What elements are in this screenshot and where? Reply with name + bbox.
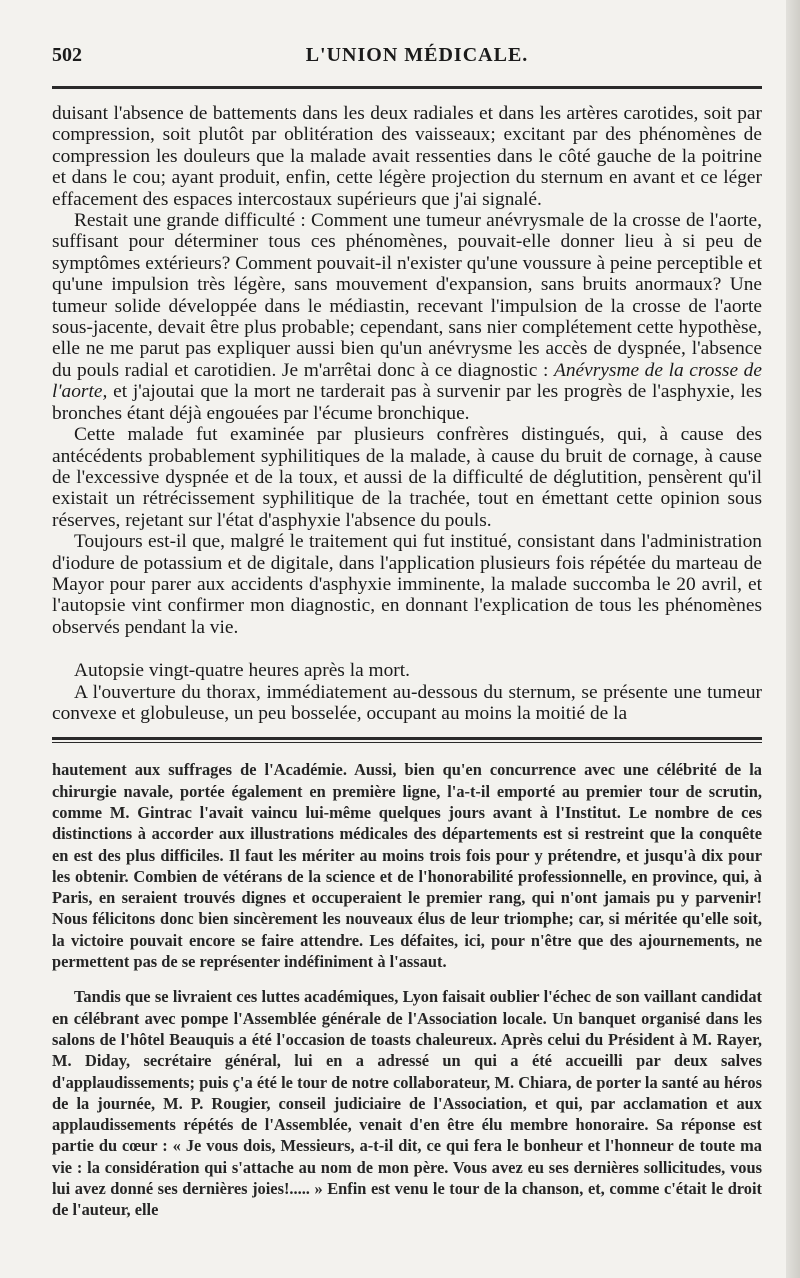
paragraph-4: Toujours est-il que, malgré le traitement qui fut institué, consistant dans l'administration d'iodure de potassium et de digitale, dans l'application plusieurs fois répétée du marteau de Mayor pour parer aux accidents d'asphyxie imminente, la malade succomba le 20 avril, et l'autopsie vint confirmer mon diagnostic, en donnant l'explication de tous les phénomènes observés pendant la vie. bbox=[52, 531, 762, 638]
paragraph-2 bbox=[52, 210, 762, 424]
running-title: L'UNION MÉDICALE. bbox=[305, 44, 529, 66]
feuilleton-text bbox=[52, 759, 762, 1220]
diagnosis-italic: Anévrysme de la crosse de l'aorte, bbox=[52, 359, 762, 403]
paragraph-2-part-2: et j'ajoutai que la mort ne tarderait pas à survenir par les progrès de l'asphyxie, les bronches étant déjà engouées par l'écume bronchique. bbox=[52, 381, 762, 424]
feuilleton-separator bbox=[52, 737, 762, 743]
running-header bbox=[52, 44, 762, 84]
page-edge bbox=[786, 0, 800, 1278]
paragraph-3: Cette malade fut examinée par plusieurs confrères distingués, qui, à cause des antécédents probablement syphilitiques de la malade, à cause du bruit de cornage, à cause de l'excessive dyspnée et de la toux, et aussi de la difficulté de déglutition, pensèrent qu'il existait un rétrécissement syphilitique de la trachée, tout en émettant cette opinion sous réserves, rejetant sur l'état d'asphyxie l'absence du pouls. bbox=[52, 424, 762, 531]
main-text bbox=[52, 103, 762, 724]
paragraph-1: duisant l'absence de battements dans les deux radiales et dans les artères carotides, soit par compression, soit plutôt par oblitération des vaisseaux; excitant par des phénomènes de compression les douleurs que la malade avait ressenties dans le côté gauche de la poitrine et dans le cou; ayant produit, enfin, cette légère projection du sternum en avant et ce léger effacement des espaces intercostaux supérieurs que j'ai signalé. bbox=[52, 103, 762, 210]
header-rule bbox=[52, 86, 762, 89]
autopsy-heading: Autopsie vingt-quatre heures après la mort. bbox=[74, 660, 411, 682]
feuilleton-paragraph-2: Tandis que se livraient ces luttes académiques, Lyon faisait oublier l'échec de son vaillant candidat en célébrant avec pompe l'Assemblée générale de l'Association locale. Un banquet organisé dans les salons de l'hôtel Beauquis a été l'occasion de toasts chaleureux. Après celui du Président à M. Rayer, M. Diday, secrétaire général, lui en a adressé un qui a été accueilli par deux salves d'applaudissements; puis ç'a été le tour de notre collaborateur, M. Chiara, de porter la santé au héros de la journée, M. P. Rougier, conseil judiciaire de l'Association, et qui, par acclamation et aux applaudissements répétés de l'Assemblée, venait d'en être élu membre honoraire. Sa réponse est partie du cœur : « Je vous dois, Messieurs, a-t-il dit, ce qui fera le bonheur et l'honneur de toute ma vie : la considération qui s'attache au nom de mon père. Vous avez eu ses dernières sollicitudes, vous lui avez donné ses dernières joies!..... » Enfin est venu le tour de la chanson, et, comme c'était le droit de l'auteur, elle bbox=[52, 987, 762, 1220]
feuilleton-paragraph-1: hautement aux suffrages de l'Académie. Aussi, bien qu'en concurrence avec une célébrité de la chirurgie navale, portée également en première ligne, l'a-t-il emporté au premier tour de scrutin, comme M. Gintrac l'avait vaincu lui-même quelques jours avant à l'Institut. Le nombre de ces distinctions à accorder aux illustrations médicales des départements est si restreint que la conquête en est des plus difficiles. Il faut les mériter au moins trois fois pour y prétendre, et jusqu'à dix pour les obtenir. Combien de vétérans de la science et de l'honorabilité professionnelle, en province, qui, à Paris, en seraient trouvés dignes et occuperaient le premier rang, qui n'ont jamais pu y parvenir! Nous félicitons donc bien sincèrement les nouveaux élus de leur triomphe; car, si méritée qu'elle soit, la victoire pouvait encore se faire attendre. Les défaites, ici, pour n'être que des ajournements, ne permettent pas de se représenter indéfiniment à l'assaut. bbox=[52, 760, 762, 972]
paragraph-2-part-1: Restait une grande difficulté : Comment une tumeur anévrysmale de la crosse de l'aorte, suffisant pour déterminer tous ces phénomènes, pouvait-elle donner lieu à si peu de symptômes extérieurs? Comment pouvait-il n'exister qu'une voussure à peine perceptible et qu'une impulsion très légère, sans mouvement d'expansion, sans bruits anormaux? Une tumeur solide développée dans le médiastin, recevant l'impulsion de la crosse de l'aorte sous-jacente, devait être plus probable; cependant, sans nier complétement cette hypothèse, elle ne me parut pas expliquer aussi bien qu'un anévrysme les accès de dyspnée, l'absence du pouls radial et carotidien. Je m'arrêtai donc à ce diagnostic : bbox=[52, 210, 762, 381]
paragraph-6: A l'ouverture du thorax, immédiatement au-dessous du sternum, se présente une tumeur convexe et globuleuse, un peu bosselée, occupant au moins la moitié de la bbox=[52, 681, 762, 724]
page-number: 502 bbox=[52, 44, 82, 66]
